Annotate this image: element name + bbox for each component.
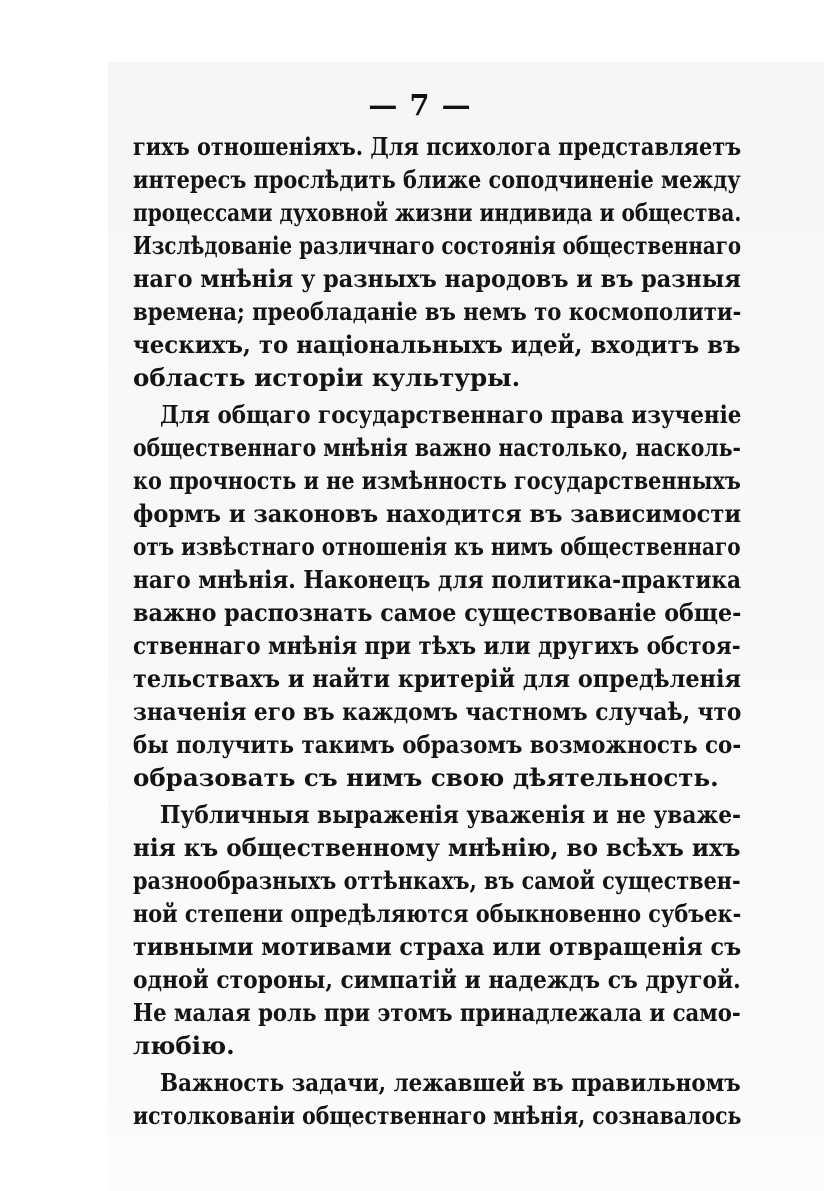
text-line: отъ извѣстнаго отношенія къ нимъ общественнаго — [133, 532, 741, 561]
text-line: ческихъ, то національныхъ идей, входитъ въ — [133, 330, 741, 359]
text-line: любію. — [133, 1031, 235, 1060]
text-line: область исторіи культуры. — [133, 363, 521, 392]
page-number: — 7 — — [368, 88, 472, 122]
paragraph-start-line: Публичныя выраженія уваженія и не уваже- — [160, 800, 742, 829]
text-line: важно распознать самое существованіе обще- — [133, 598, 742, 627]
text-line: гихъ отношеніяхъ. Для психолога представляетъ — [133, 132, 742, 161]
text-line: разнообразныхъ оттѣнкахъ, въ самой существен- — [133, 866, 741, 895]
text-line: тивными мотивами страха или отвращенія съ — [133, 932, 742, 961]
text-line: общественнаго мнѣнія важно настолько, насколь- — [133, 433, 741, 462]
text-line: одной стороны, симпатій и надеждъ съ другой. — [133, 965, 741, 994]
paragraph-start-line: Важность задачи, лежавшей въ правильномъ — [160, 1068, 741, 1097]
text-line: Изслѣдованіе различнаго состоянія общественнаго — [133, 231, 742, 260]
text-line: формъ и законовъ находится въ зависимости — [133, 499, 742, 528]
text-line: образовать съ нимъ свою дѣятельность. — [133, 763, 719, 792]
text-line: ко прочность и не измѣнность государственныхъ — [133, 466, 741, 495]
text-line: ной степени опредѣляются обыкновенно субъек- — [133, 899, 742, 928]
paragraph-start-line: Для общаго государственнаго права изученіе — [160, 400, 742, 429]
text-line: ственнаго мнѣнія при тѣхъ или другихъ обстоя- — [133, 631, 741, 660]
text-line: бы получить такимъ образомъ возможность со- — [133, 730, 742, 759]
text-line: интересъ прослѣдить ближе соподчиненіе между — [133, 165, 741, 194]
text-line: наго мнѣнія у разныхъ народовъ и въ разныя — [133, 264, 741, 293]
text-line: тельствахъ и найти критерій для опредѣленія — [133, 664, 742, 693]
text-line: процессами духовной жизни индивида и общества. — [133, 198, 742, 227]
text-line: наго мнѣнія. Наконецъ для политика-практика — [133, 565, 742, 594]
text-line: времена; преобладаніе въ немъ то космополити- — [133, 297, 742, 326]
text-line: значенія его въ каждомъ частномъ случаѣ, что — [133, 697, 742, 726]
text-line: Не малая роль при этомъ принадлежала и само- — [133, 998, 741, 1027]
text-line: истолкованіи общественнаго мнѣнія, сознавалось — [133, 1101, 742, 1130]
text-line: нія къ общественному мнѣнію, во всѣхъ ихъ — [133, 833, 741, 862]
